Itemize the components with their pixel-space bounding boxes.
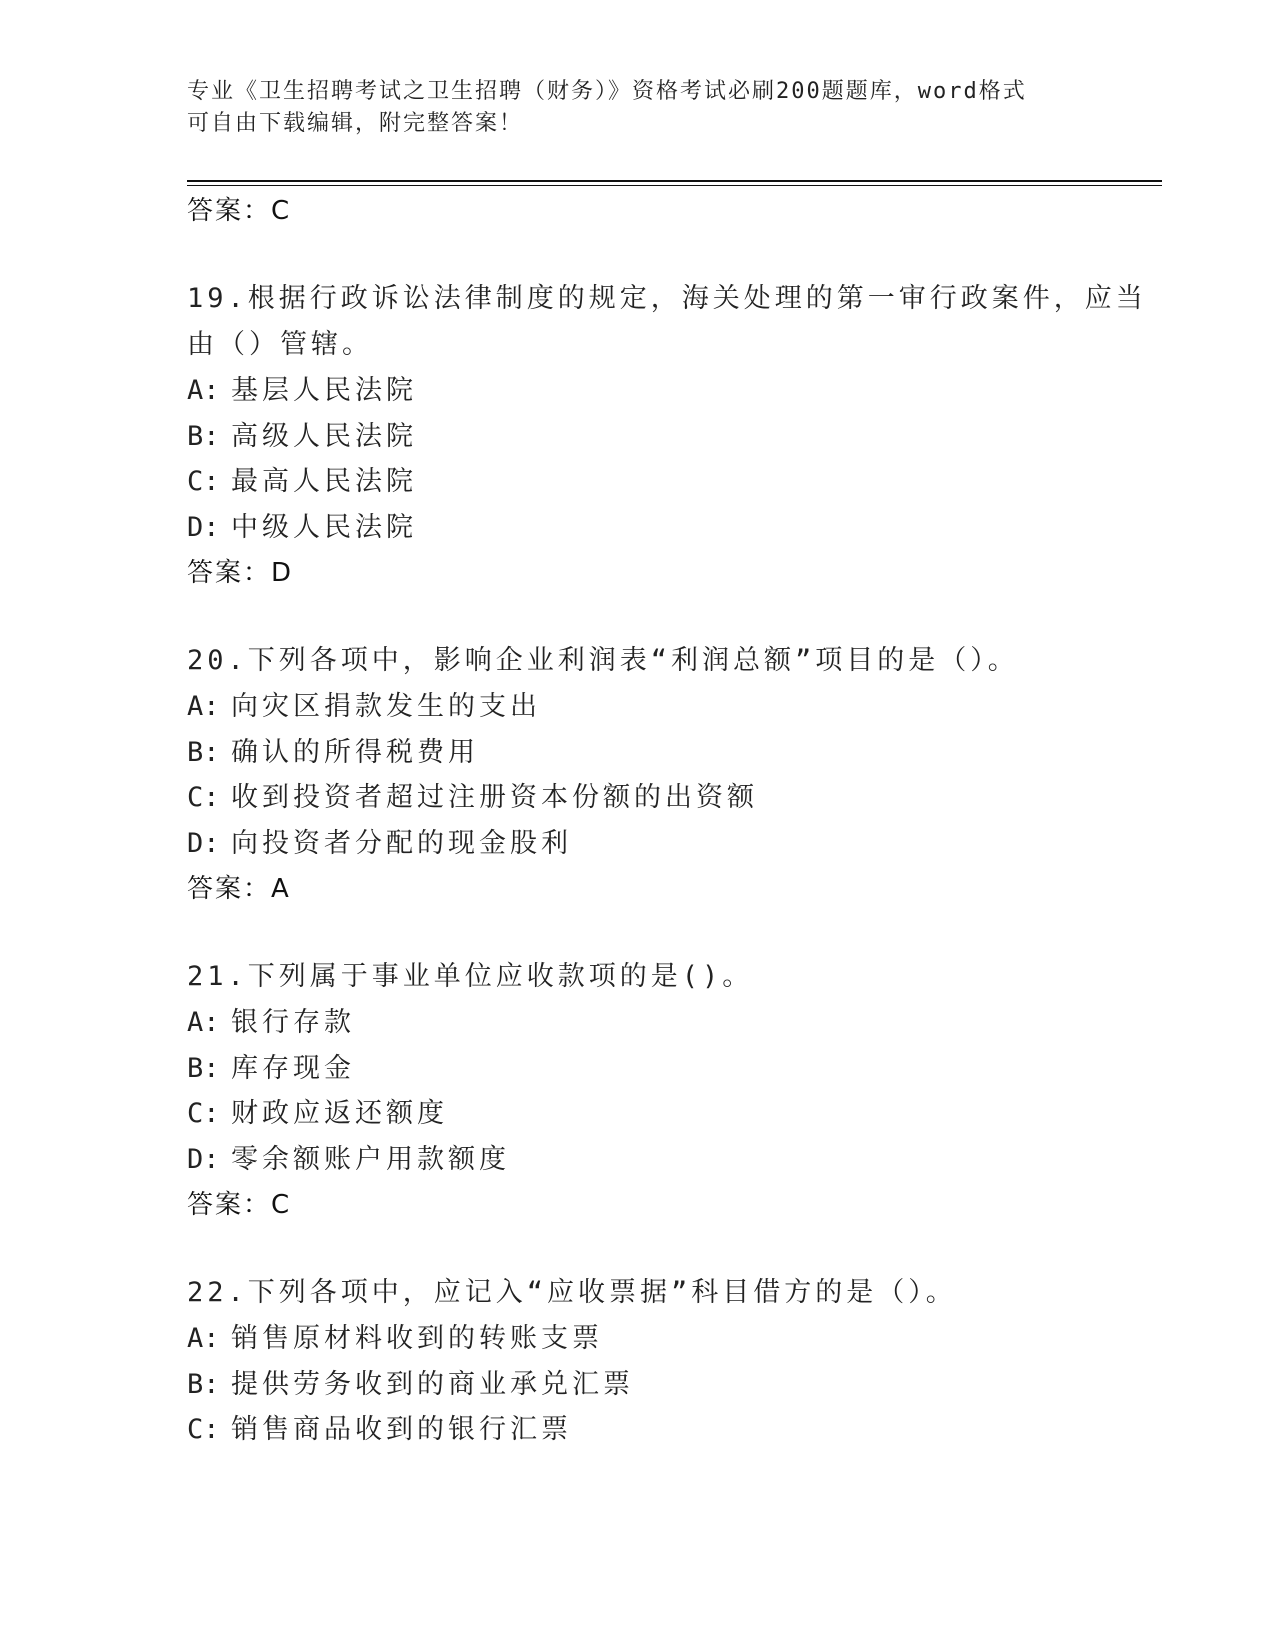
option-text: 确认的所得税费用 — [231, 736, 479, 768]
header-line-2: 可自由下载编辑，附完整答案！ — [187, 111, 524, 136]
option-letter: A: — [187, 375, 220, 406]
option-text: 中级人民法院 — [231, 511, 417, 543]
option-letter: B: — [187, 420, 220, 452]
option-text: 向灾区捐款发生的支出 — [231, 691, 541, 722]
answer-line: 答案：C — [187, 1190, 292, 1220]
option-b — [187, 414, 1162, 460]
option-d — [187, 1137, 1162, 1183]
option-letter: D: — [187, 511, 220, 543]
option-letter: B: — [187, 736, 220, 768]
option-letter: A: — [187, 691, 220, 722]
option-text: 收到投资者超过注册资本份额的出资额 — [231, 782, 758, 813]
question-19 — [187, 276, 1162, 596]
question-list — [187, 188, 1162, 1453]
option-d — [187, 505, 1162, 551]
header-line-1: 专业《卫生招聘考试之卫生招聘（财务）》资格考试必刷200题题库，word格式 — [187, 79, 1027, 104]
option-letter: C: — [187, 1414, 220, 1445]
option-letter: B: — [187, 1052, 220, 1084]
option-a — [187, 1000, 1162, 1046]
answer-line: 答案：D — [187, 558, 294, 588]
question-stem-line: 19.根据行政诉讼法律制度的规定，海关处理的第一审行政案件，应当 — [187, 283, 1147, 314]
option-text: 零余额账户用款额度 — [231, 1143, 510, 1175]
question-stem — [187, 1270, 1162, 1316]
option-letter: D: — [187, 1143, 220, 1175]
option-c — [187, 459, 1162, 505]
option-b — [187, 1362, 1162, 1408]
option-d — [187, 821, 1162, 867]
option-text: 基层人民法院 — [231, 375, 417, 406]
option-c — [187, 1407, 1162, 1453]
header-divider — [187, 180, 1162, 186]
option-a — [187, 368, 1162, 414]
option-text: 销售商品收到的银行汇票 — [231, 1414, 572, 1445]
question-stem-line: 22.下列各项中，应记入“应收票据”科目借方的是（）。 — [187, 1277, 957, 1308]
question-stem — [187, 276, 1162, 368]
previous-answer: 答案：C — [187, 196, 292, 226]
option-text: 高级人民法院 — [231, 420, 417, 452]
option-text: 提供劳务收到的商业承兑汇票 — [231, 1368, 634, 1400]
page-header — [187, 76, 1087, 140]
question-stem — [187, 954, 1162, 1000]
option-text: 银行存款 — [231, 1007, 355, 1038]
option-a — [187, 1316, 1162, 1362]
question-20 — [187, 638, 1162, 912]
option-letter: D: — [187, 827, 220, 859]
option-text: 销售原材料收到的转账支票 — [231, 1323, 603, 1354]
question-stem-line: 由（）管辖。 — [187, 329, 373, 360]
option-letter: A: — [187, 1007, 220, 1038]
option-letter: C: — [187, 782, 220, 813]
option-a — [187, 684, 1162, 730]
question-stem — [187, 638, 1162, 684]
option-text: 库存现金 — [231, 1052, 355, 1084]
answer-line: 答案：A — [187, 874, 291, 904]
option-text: 最高人民法院 — [231, 466, 417, 497]
question-stem-line: 21.下列属于事业单位应收款项的是()。 — [187, 961, 754, 992]
option-letter: C: — [187, 1098, 220, 1129]
option-b — [187, 730, 1162, 776]
option-c — [187, 1091, 1162, 1137]
option-letter: B: — [187, 1368, 220, 1400]
option-letter: C: — [187, 466, 220, 497]
option-b — [187, 1046, 1162, 1092]
question-21 — [187, 954, 1162, 1228]
option-text: 财政应返还额度 — [231, 1098, 448, 1129]
option-text: 向投资者分配的现金股利 — [231, 827, 572, 859]
option-c — [187, 775, 1162, 821]
question-stem-line: 20.下列各项中，影响企业利润表“利润总额”项目的是（）。 — [187, 645, 1019, 676]
option-letter: A: — [187, 1323, 220, 1354]
question-22 — [187, 1270, 1162, 1453]
